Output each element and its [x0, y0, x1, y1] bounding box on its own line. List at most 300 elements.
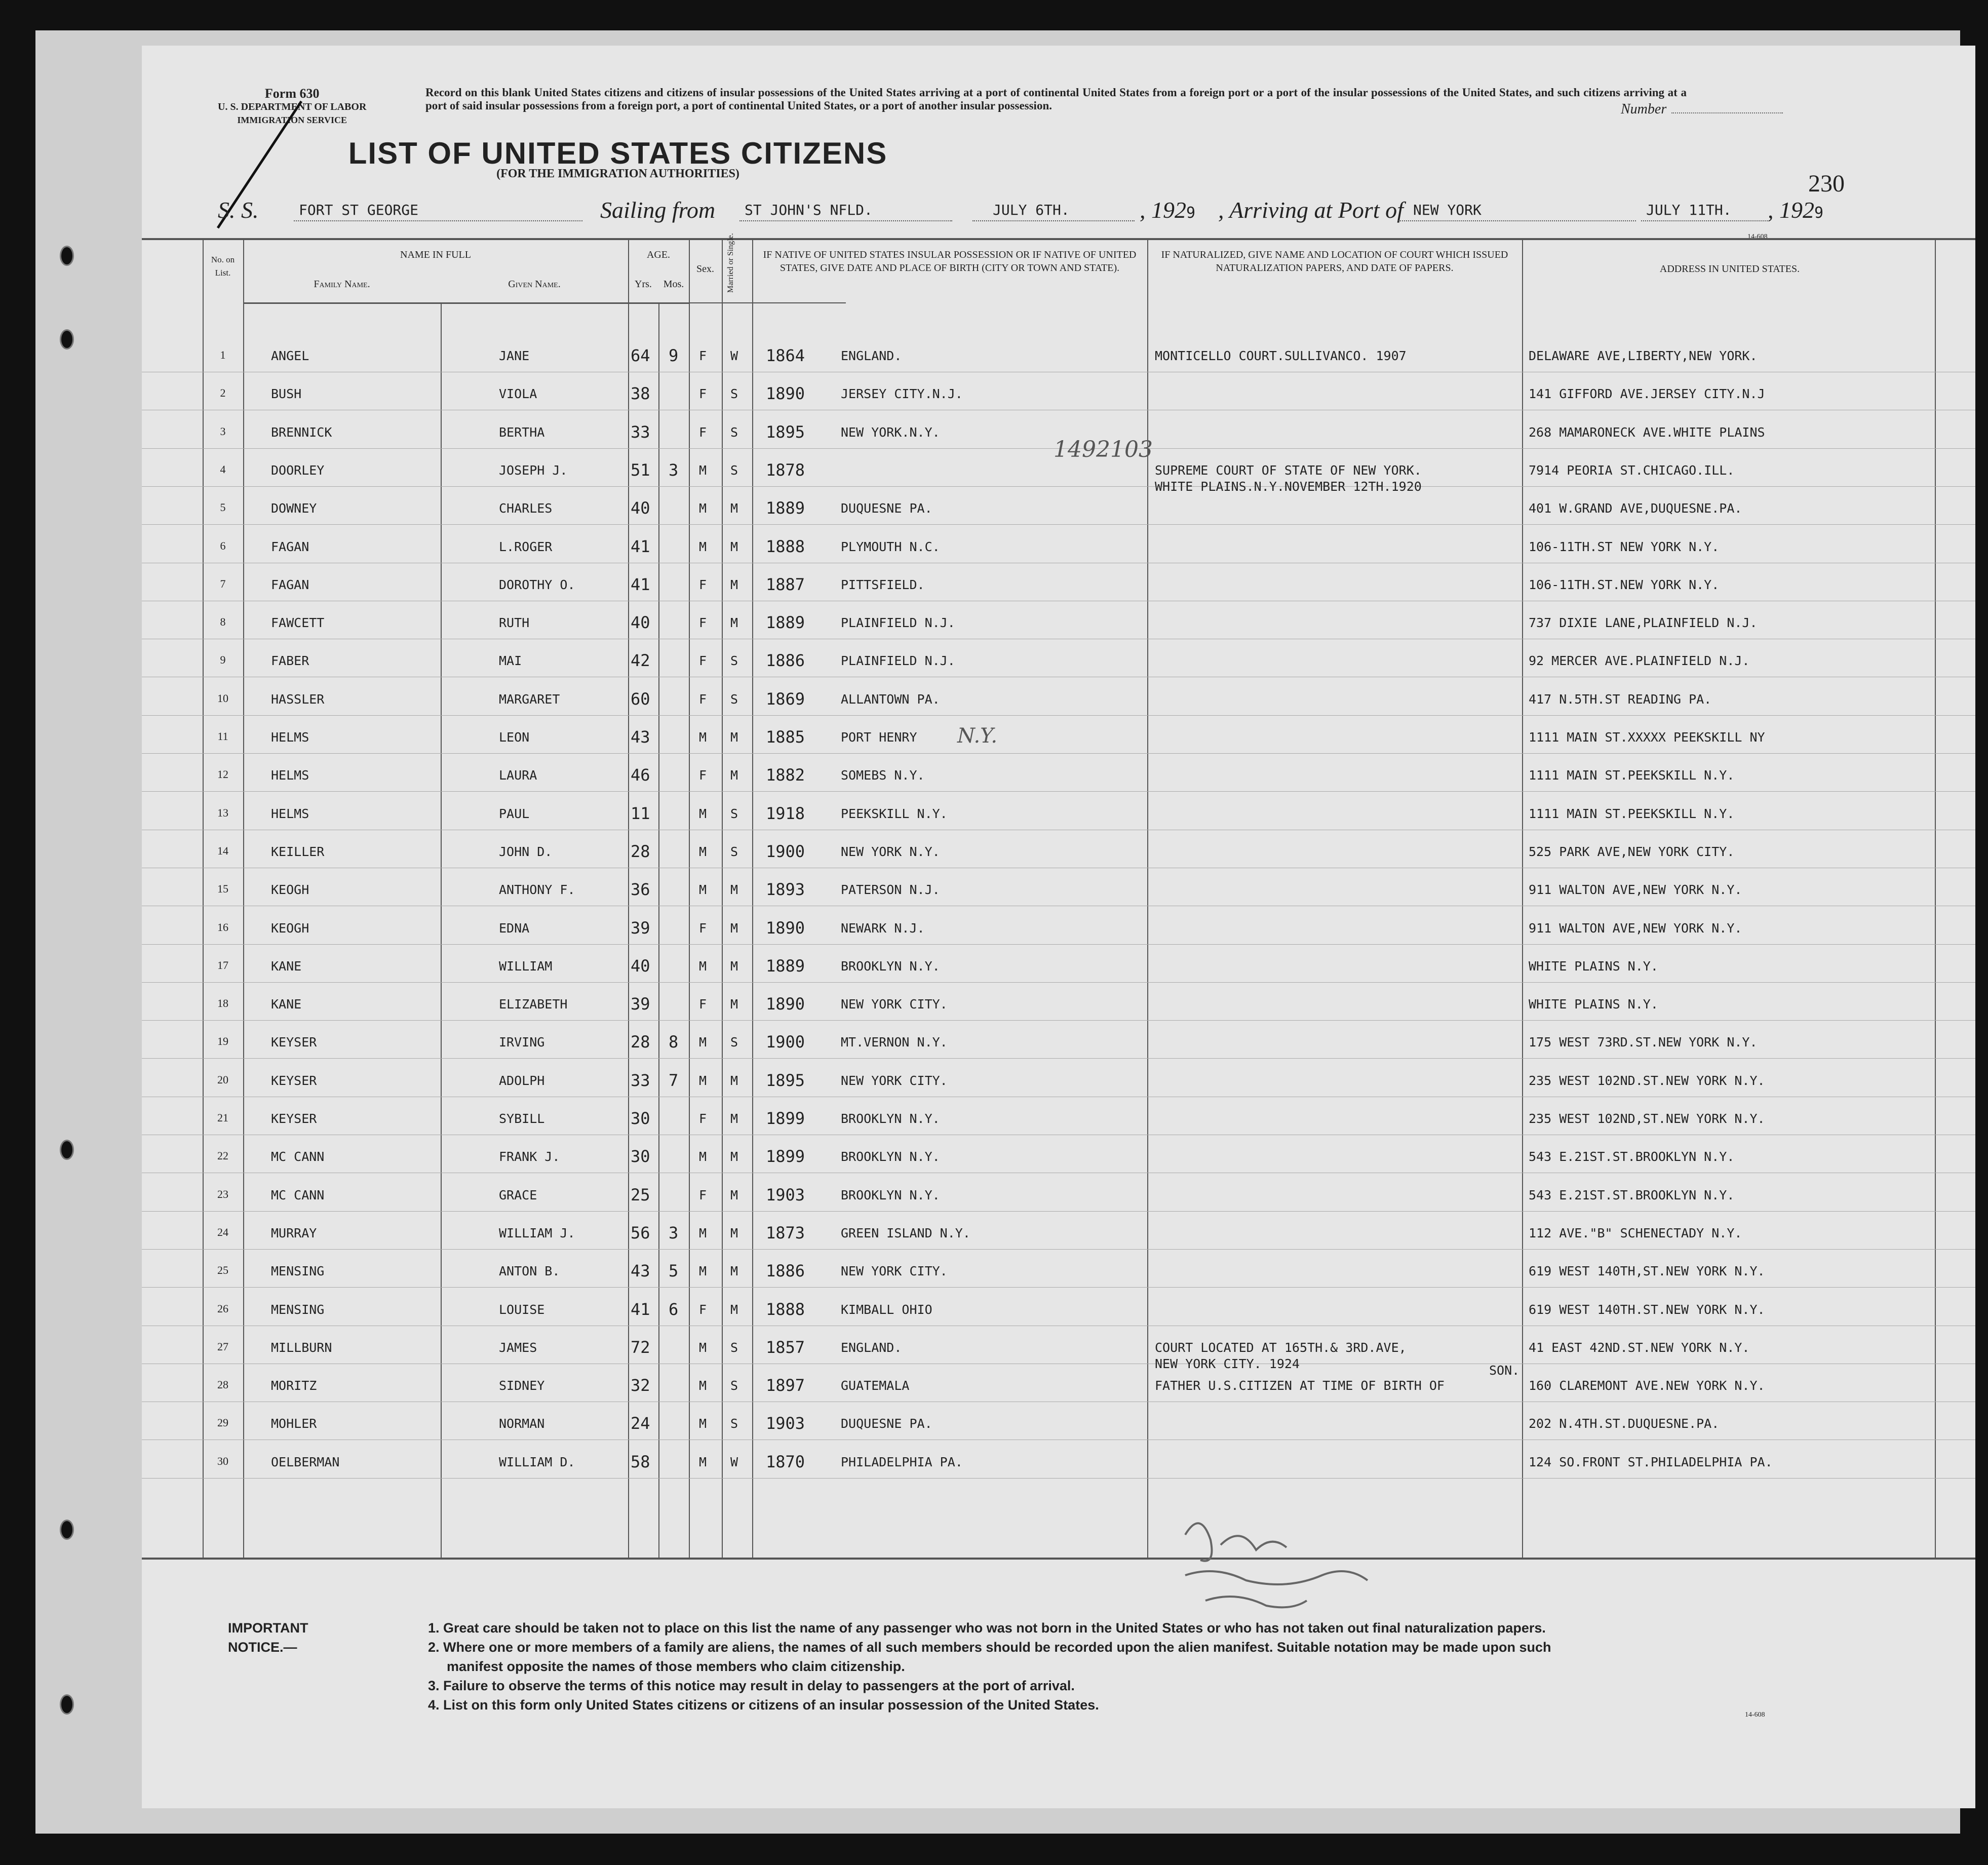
- sailing-year-prefix: 192: [1151, 197, 1186, 223]
- cell-yrs: 36: [631, 880, 650, 900]
- cell-sex: M: [699, 1454, 707, 1469]
- cell-family: FAGAN: [271, 577, 309, 592]
- cell-given: SIDNEY: [499, 1378, 545, 1393]
- cell-family: MOHLER: [271, 1416, 317, 1431]
- cell-place: DUQUESNE PA.: [841, 1416, 932, 1431]
- notice-lead: IMPORTANT NOTICE.—: [228, 1620, 308, 1655]
- sailing-date-line: [972, 220, 1135, 221]
- cell-yrs: 40: [631, 613, 650, 633]
- cell-given: JAMES: [499, 1340, 537, 1355]
- cell-no: 6: [220, 539, 226, 552]
- cell-family: HELMS: [271, 768, 309, 783]
- page-title: LIST OF UNITED STATES CITIZENS: [348, 136, 888, 170]
- cell-year: 1900: [766, 1032, 805, 1052]
- cell-no: 13: [217, 806, 228, 819]
- cell-ms: M: [730, 1111, 738, 1126]
- form-code-top: 14-608: [1747, 233, 1768, 241]
- arrival-date-line: [1641, 220, 1768, 221]
- cell-place: ENGLAND.: [841, 348, 902, 363]
- cell-nat: FATHER U.S.CITIZEN AT TIME OF BIRTH OF: [1155, 1378, 1445, 1393]
- cell-ms: S: [730, 386, 738, 402]
- cell-addr: 1111 MAIN ST.PEEKSKILL N.Y.: [1529, 768, 1735, 783]
- cell-yrs: 33: [631, 422, 650, 442]
- cell-no: 9: [220, 653, 226, 667]
- cell-year: 1900: [766, 841, 805, 861]
- cell-place: GREEN ISLAND N.Y.: [841, 1225, 970, 1240]
- notice-item-3: 3. Failure to observe the terms of this notice may result in delay to passengers at the port of arrival.: [428, 1678, 1075, 1693]
- cell-addr: DELAWARE AVE,LIBERTY,NEW YORK.: [1529, 348, 1758, 363]
- cell-no: 26: [217, 1302, 228, 1315]
- cell-ms: M: [730, 997, 738, 1012]
- cell-year: 1873: [766, 1223, 805, 1242]
- cell-yrs: 39: [631, 994, 650, 1014]
- cell-year: 1895: [766, 422, 805, 442]
- cell-yrs: 56: [631, 1223, 650, 1242]
- cell-ms: M: [730, 1264, 738, 1279]
- cell-nat: COURT LOCATED AT 165TH.& 3RD.AVE,: [1155, 1340, 1407, 1355]
- cell-yrs: 33: [631, 1070, 650, 1090]
- cell-yrs: 11: [631, 803, 650, 823]
- cell-ms: M: [730, 1073, 738, 1088]
- cell-place: NEW YORK.N.Y.: [841, 424, 940, 440]
- form-number: Form 630: [264, 86, 320, 101]
- cell-given: FRANK J.: [499, 1149, 560, 1164]
- manifest-page: [142, 46, 1975, 1808]
- cell-year: 1882: [766, 765, 805, 785]
- cell-addr: 268 MAMARONECK AVE.WHITE PLAINS: [1529, 424, 1765, 440]
- cell-no: 8: [220, 615, 226, 629]
- cell-addr: 1111 MAIN ST.XXXXX PEEKSKILL NY: [1529, 730, 1765, 745]
- arrival-year: , 1929: [1768, 197, 1824, 223]
- cell-place: GUATEMALA: [841, 1378, 910, 1393]
- cell-given: SYBILL: [499, 1111, 545, 1126]
- cell-addr: 1111 MAIN ST.PEEKSKILL N.Y.: [1529, 806, 1735, 821]
- cell-family: MC CANN: [271, 1149, 325, 1164]
- cell-yrs: 30: [631, 1109, 650, 1128]
- sailing-from-label: Sailing from: [600, 197, 716, 223]
- col-divider: [689, 238, 690, 1558]
- cell-yrs: 42: [631, 651, 650, 671]
- cell-ms: S: [730, 462, 738, 478]
- col-divider: [628, 238, 629, 1558]
- cell-family: MC CANN: [271, 1187, 325, 1202]
- cell-given: BERTHA: [499, 424, 545, 440]
- row-rule: [142, 1287, 1975, 1288]
- cell-year: 1903: [766, 1185, 805, 1205]
- col-header-married: Married or Single.: [726, 233, 735, 293]
- cell-no: 4: [220, 462, 226, 476]
- cell-ms: W: [730, 1454, 738, 1469]
- cell-ms: W: [730, 348, 738, 363]
- cell-place: PLAINFIELD N.J.: [841, 615, 955, 631]
- binder-hole: [60, 246, 74, 266]
- cell-sex: M: [699, 958, 707, 974]
- cell-addr: 543 E.21ST.ST.BROOKLYN N.Y.: [1529, 1149, 1735, 1164]
- cell-place: PITTSFIELD.: [841, 577, 925, 592]
- cell-yrs: 60: [631, 689, 650, 709]
- cell-family: OELBERMAN: [271, 1454, 340, 1469]
- cell-no: 16: [217, 920, 228, 934]
- cell-sex: M: [699, 1225, 707, 1240]
- cell-given: LOUISE: [499, 1302, 545, 1317]
- cell-family: ANGEL: [271, 348, 309, 363]
- cell-year: 1899: [766, 1109, 805, 1128]
- row-rule: [142, 1211, 1975, 1212]
- col-divider: [1522, 238, 1523, 1558]
- cell-year: 1870: [766, 1452, 805, 1471]
- cell-addr: 911 WALTON AVE,NEW YORK N.Y.: [1529, 882, 1742, 898]
- sailing-year: , 1929: [1140, 197, 1196, 223]
- cell-given: L.ROGER: [499, 539, 553, 554]
- cell-sex: F: [699, 424, 707, 440]
- col-header-address: ADDRESS IN UNITED STATES.: [1659, 263, 1800, 275]
- cell-addr: 112 AVE."B" SCHENECTADY N.Y.: [1529, 1225, 1742, 1240]
- cell-given: VIOLA: [499, 386, 537, 402]
- cell-addr: 401 W.GRAND AVE,DUQUESNE.PA.: [1529, 501, 1742, 516]
- cell-family: DOORLEY: [271, 462, 325, 478]
- cell-sex: F: [699, 768, 707, 783]
- cell-ms: M: [730, 768, 738, 783]
- cell-year: 1888: [766, 536, 805, 556]
- col-divider: [243, 238, 244, 1558]
- col-header-family: Family Name.: [314, 279, 370, 290]
- cell-place: ALLANTOWN PA.: [841, 691, 940, 707]
- ship-name: FORT ST GEORGE: [299, 202, 419, 218]
- row-rule: [142, 1058, 1975, 1059]
- cell-mos: 3: [669, 1223, 679, 1242]
- cell-no: 2: [220, 386, 226, 400]
- cell-given: LEON: [499, 730, 530, 745]
- sailing-year-digit: 9: [1186, 204, 1196, 222]
- row-rule: [142, 1020, 1975, 1021]
- col-header-naturalized: IF NATURALIZED, GIVE NAME AND LOCATION OF COURT WHICH ISSUED NATURALIZATION PAPERS, AND DATE OF PAPERS.: [1161, 249, 1508, 274]
- cell-addr: WHITE PLAINS N.Y.: [1529, 958, 1658, 974]
- cell-no: 23: [217, 1187, 228, 1200]
- cell-given: MARGARET: [499, 691, 560, 707]
- cell-family: DOWNEY: [271, 501, 317, 516]
- handwritten-state-note: N.Y.: [957, 724, 998, 748]
- cell-year: 1895: [766, 1070, 805, 1090]
- col-divider: [722, 238, 723, 1558]
- cell-family: KEYSER: [271, 1073, 317, 1088]
- cell-given: DOROTHY O.: [499, 577, 575, 592]
- cell-sex: M: [699, 1416, 707, 1431]
- cell-year: 1878: [766, 460, 805, 480]
- cell-given: JANE: [499, 348, 530, 363]
- cell-given: ANTHONY F.: [499, 882, 575, 898]
- cell-year: 1888: [766, 1299, 805, 1319]
- col-header-birth: IF NATIVE OF UNITED STATES INSULAR POSSESSION OR IF NATIVE OF UNITED STATES, GIVE DATE AND PLACE OF BIRTH (CITY OR TOWN AND STATE).: [763, 249, 1137, 274]
- cell-place: NEWARK N.J.: [841, 920, 925, 936]
- cell-yrs: 58: [631, 1452, 650, 1471]
- col-header-mos: Mos.: [663, 279, 684, 290]
- departure-port-line: [739, 220, 952, 221]
- cell-yrs: 51: [631, 460, 650, 480]
- cell-sex: M: [699, 1264, 707, 1279]
- cell-addr: 911 WALTON AVE,NEW YORK N.Y.: [1529, 920, 1742, 936]
- cell-sex: F: [699, 577, 707, 592]
- cell-ms: M: [730, 1302, 738, 1317]
- cell-addr: 417 N.5TH.ST READING PA.: [1529, 691, 1712, 707]
- cell-year: 1886: [766, 1261, 805, 1281]
- row-rule: [142, 524, 1975, 525]
- cell-yrs: 43: [631, 1261, 650, 1281]
- row-rule: [142, 982, 1975, 983]
- cell-given: RUTH: [499, 615, 530, 631]
- cell-place: PATERSON N.J.: [841, 882, 940, 898]
- cell-year: 1864: [766, 346, 805, 365]
- cell-family: KEOGH: [271, 882, 309, 898]
- cell-addr: 106-11TH.ST NEW YORK N.Y.: [1529, 539, 1720, 554]
- col-header-given: Given Name.: [508, 279, 561, 290]
- cell-ms: M: [730, 539, 738, 554]
- cell-no: 28: [217, 1378, 228, 1391]
- cell-place: DUQUESNE PA.: [841, 501, 932, 516]
- page-subtitle: (FOR THE IMMIGRATION AUTHORITIES): [496, 167, 739, 180]
- cell-given: LAURA: [499, 768, 537, 783]
- notice-item-2-cont: manifest opposite the names of those members who claim citizenship.: [447, 1659, 905, 1674]
- cell-year: 1903: [766, 1414, 805, 1433]
- cell-given: CHARLES: [499, 501, 553, 516]
- cell-sex: F: [699, 348, 707, 363]
- row-rule: [142, 753, 1975, 754]
- col-header-yrs: Yrs.: [635, 279, 652, 290]
- col-divider: [441, 304, 442, 1558]
- cell-family: FAWCETT: [271, 615, 325, 631]
- notice-item-1: 1. Great care should be taken not to place on this list the name of any passenger who was not born in the United States or who has not taken out final naturalization papers.: [428, 1620, 1546, 1636]
- cell-family: HELMS: [271, 730, 309, 745]
- cell-yrs: 46: [631, 765, 650, 785]
- binder-hole: [60, 1140, 74, 1160]
- cell-year: 1857: [766, 1337, 805, 1357]
- cell-no: 19: [217, 1035, 228, 1048]
- cell-sex: M: [699, 501, 707, 516]
- cell-sex: F: [699, 1302, 707, 1317]
- cell-family: KANE: [271, 997, 302, 1012]
- cell-no: 7: [220, 577, 226, 590]
- ship-name-line: [294, 220, 582, 221]
- cell-ms: M: [730, 1187, 738, 1202]
- department-line: U. S. DEPARTMENT OF LABOR: [218, 101, 367, 112]
- cell-sex: M: [699, 882, 707, 898]
- cell-yrs: 24: [631, 1414, 650, 1433]
- arrival-year-prefix: 192: [1779, 197, 1814, 223]
- cell-year: 1897: [766, 1376, 805, 1395]
- cell-family: BRENNICK: [271, 424, 332, 440]
- arrival-year-digit: 9: [1814, 204, 1824, 222]
- ss-label: S. S.: [218, 197, 259, 223]
- cell-sex: M: [699, 539, 707, 554]
- cell-no: 24: [217, 1225, 228, 1238]
- cell-year: 1869: [766, 689, 805, 709]
- cell-family: MILLBURN: [271, 1340, 332, 1355]
- cell-sex: F: [699, 997, 707, 1012]
- cell-no: 20: [217, 1073, 228, 1086]
- cell-place: BROOKLYN N.Y.: [841, 1149, 940, 1164]
- cell-addr: 106-11TH.ST.NEW YORK N.Y.: [1529, 577, 1720, 592]
- cell-given: PAUL: [499, 806, 530, 821]
- cell-place: PEEKSKILL N.Y.: [841, 806, 948, 821]
- cell-nat-cont: NEW YORK CITY. 1924: [1155, 1356, 1300, 1371]
- cell-year: 1889: [766, 498, 805, 518]
- cell-yrs: 72: [631, 1337, 650, 1357]
- cell-ms: M: [730, 501, 738, 516]
- cell-no: 3: [220, 424, 226, 438]
- cell-place: NEW YORK CITY.: [841, 997, 948, 1012]
- cell-yrs: 40: [631, 956, 650, 976]
- cell-ms: M: [730, 958, 738, 974]
- cell-mos: 3: [669, 460, 679, 480]
- cell-addr: 619 WEST 140TH.ST.NEW YORK N.Y.: [1529, 1302, 1765, 1317]
- cell-given: MAI: [499, 653, 522, 669]
- arriving-label-text: Arriving at Port of: [1229, 197, 1404, 223]
- cell-family: MORITZ: [271, 1378, 317, 1393]
- cell-addr: 737 DIXIE LANE,PLAINFIELD N.J.: [1529, 615, 1758, 631]
- cell-given: WILLIAM J.: [499, 1225, 575, 1240]
- cell-ms: S: [730, 1340, 738, 1355]
- cell-place: PHILADELPHIA PA.: [841, 1454, 963, 1469]
- cell-nat: SUPREME COURT OF STATE OF NEW YORK.: [1155, 462, 1422, 478]
- cell-sex: M: [699, 1035, 707, 1050]
- cell-family: KEYSER: [271, 1035, 317, 1050]
- cell-mos: 8: [669, 1032, 679, 1052]
- cell-place: MT.VERNON N.Y.: [841, 1035, 948, 1050]
- cell-no: 14: [217, 844, 228, 857]
- cell-family: KEILLER: [271, 844, 325, 859]
- notice-item-4: 4. List on this form only United States citizens or citizens of an insular possession of the United States.: [428, 1697, 1099, 1713]
- cell-no: 1: [220, 348, 226, 361]
- cell-sex: F: [699, 1187, 707, 1202]
- col-header-name: NAME IN FULL: [400, 249, 471, 260]
- row-rule: [142, 715, 1975, 716]
- cell-no: 30: [217, 1454, 228, 1467]
- cell-addr: 160 CLAREMONT AVE.NEW YORK N.Y.: [1529, 1378, 1765, 1393]
- col-divider: [1147, 238, 1148, 1558]
- cell-sex: M: [699, 806, 707, 821]
- cell-ms: S: [730, 844, 738, 859]
- cell-yrs: 28: [631, 1032, 650, 1052]
- cell-place: NEW YORK N.Y.: [841, 844, 940, 859]
- cell-yrs: 28: [631, 841, 650, 861]
- col-header-sex: Sex.: [696, 263, 714, 275]
- cell-given: JOSEPH J.: [499, 462, 568, 478]
- row-rule: [142, 1478, 1975, 1479]
- cell-sex: M: [699, 462, 707, 478]
- cell-no: 12: [217, 768, 228, 781]
- cell-no: 11: [217, 730, 228, 743]
- cell-addr: 41 EAST 42ND.ST.NEW YORK N.Y.: [1529, 1340, 1750, 1355]
- cell-nat-cont: WHITE PLAINS.N.Y.NOVEMBER 12TH.1920: [1155, 479, 1422, 494]
- cell-addr: 92 MERCER AVE.PLAINFIELD N.J.: [1529, 653, 1750, 669]
- cell-given: WILLIAM D.: [499, 1454, 575, 1469]
- cell-place: PLYMOUTH N.C.: [841, 539, 940, 554]
- cell-ms: M: [730, 615, 738, 631]
- cell-place: BROOKLYN N.Y.: [841, 1111, 940, 1126]
- service-line: IMMIGRATION SERVICE: [237, 115, 347, 125]
- cell-sex: F: [699, 615, 707, 631]
- cell-no: 10: [217, 691, 228, 705]
- cell-ms: M: [730, 1225, 738, 1240]
- cell-place: NEW YORK CITY.: [841, 1264, 948, 1279]
- cell-family: HASSLER: [271, 691, 325, 707]
- cell-ms: S: [730, 691, 738, 707]
- cell-place: JERSEY CITY.N.J.: [841, 386, 963, 402]
- form-code-bottom: 14-608: [1745, 1711, 1765, 1719]
- cell-ms: M: [730, 1149, 738, 1164]
- handwritten-signature: [1155, 1504, 1438, 1626]
- cell-sex: M: [699, 844, 707, 859]
- cell-no: 25: [217, 1264, 228, 1277]
- cell-family: KEOGH: [271, 920, 309, 936]
- page-number: 230: [1808, 170, 1845, 197]
- cell-year: 1889: [766, 613, 805, 633]
- cell-family: HELMS: [271, 806, 309, 821]
- cell-year: 1893: [766, 880, 805, 900]
- cell-given: GRACE: [499, 1187, 537, 1202]
- cell-nat-cont: SON.: [1489, 1363, 1520, 1378]
- cell-year: 1890: [766, 918, 805, 938]
- row-rule: [142, 791, 1975, 792]
- row-rule: [142, 1249, 1975, 1250]
- cell-year: 1887: [766, 574, 805, 594]
- cell-yrs: 40: [631, 498, 650, 518]
- cell-no: 29: [217, 1416, 228, 1429]
- binder-holes: [0, 0, 122, 1865]
- cell-ms: S: [730, 1416, 738, 1431]
- cell-place: ENGLAND.: [841, 1340, 902, 1355]
- cell-addr: WHITE PLAINS N.Y.: [1529, 997, 1658, 1012]
- cell-family: MURRAY: [271, 1225, 317, 1240]
- cell-addr: 175 WEST 73RD.ST.NEW YORK N.Y.: [1529, 1035, 1758, 1050]
- cell-ms: M: [730, 882, 738, 898]
- number-label: Number: [1621, 101, 1667, 117]
- cell-sex: F: [699, 653, 707, 669]
- cell-mos: 5: [669, 1261, 679, 1281]
- name-subheader-divider: [243, 303, 628, 304]
- cell-given: JOHN D.: [499, 844, 553, 859]
- cell-sex: M: [699, 1149, 707, 1164]
- cell-yrs: 38: [631, 384, 650, 404]
- cell-yrs: 41: [631, 1299, 650, 1319]
- cell-yrs: 25: [631, 1185, 650, 1205]
- cell-year: 1885: [766, 727, 805, 747]
- cell-sex: M: [699, 730, 707, 745]
- cell-family: BUSH: [271, 386, 302, 402]
- cell-yrs: 41: [631, 536, 650, 556]
- cell-nat: MONTICELLO COURT.SULLIVANCO. 1907: [1155, 348, 1407, 363]
- cell-given: ANTON B.: [499, 1264, 560, 1279]
- cell-given: IRVING: [499, 1035, 545, 1050]
- cell-year: 1886: [766, 651, 805, 671]
- cell-no: 22: [217, 1149, 228, 1162]
- cell-family: MENSING: [271, 1302, 325, 1317]
- cell-place: PORT HENRY: [841, 730, 917, 745]
- col-divider: [752, 238, 753, 1558]
- cell-given: ADOLPH: [499, 1073, 545, 1088]
- cell-yrs: 30: [631, 1147, 650, 1167]
- cell-addr: 619 WEST 140TH,ST.NEW YORK N.Y.: [1529, 1264, 1765, 1279]
- cell-family: FABER: [271, 653, 309, 669]
- binder-hole: [60, 1520, 74, 1540]
- cell-addr: 7914 PEORIA ST.CHICAGO.ILL.: [1529, 462, 1735, 478]
- row-rule: [142, 486, 1975, 487]
- arrival-date: JULY 11TH.: [1646, 202, 1732, 218]
- table-top-border: [142, 238, 1975, 240]
- cell-yrs: 39: [631, 918, 650, 938]
- cell-place: SOMEBS N.Y.: [841, 768, 925, 783]
- number-field-line: [1671, 112, 1783, 113]
- arriving-label: , Arriving at Port of: [1218, 197, 1404, 223]
